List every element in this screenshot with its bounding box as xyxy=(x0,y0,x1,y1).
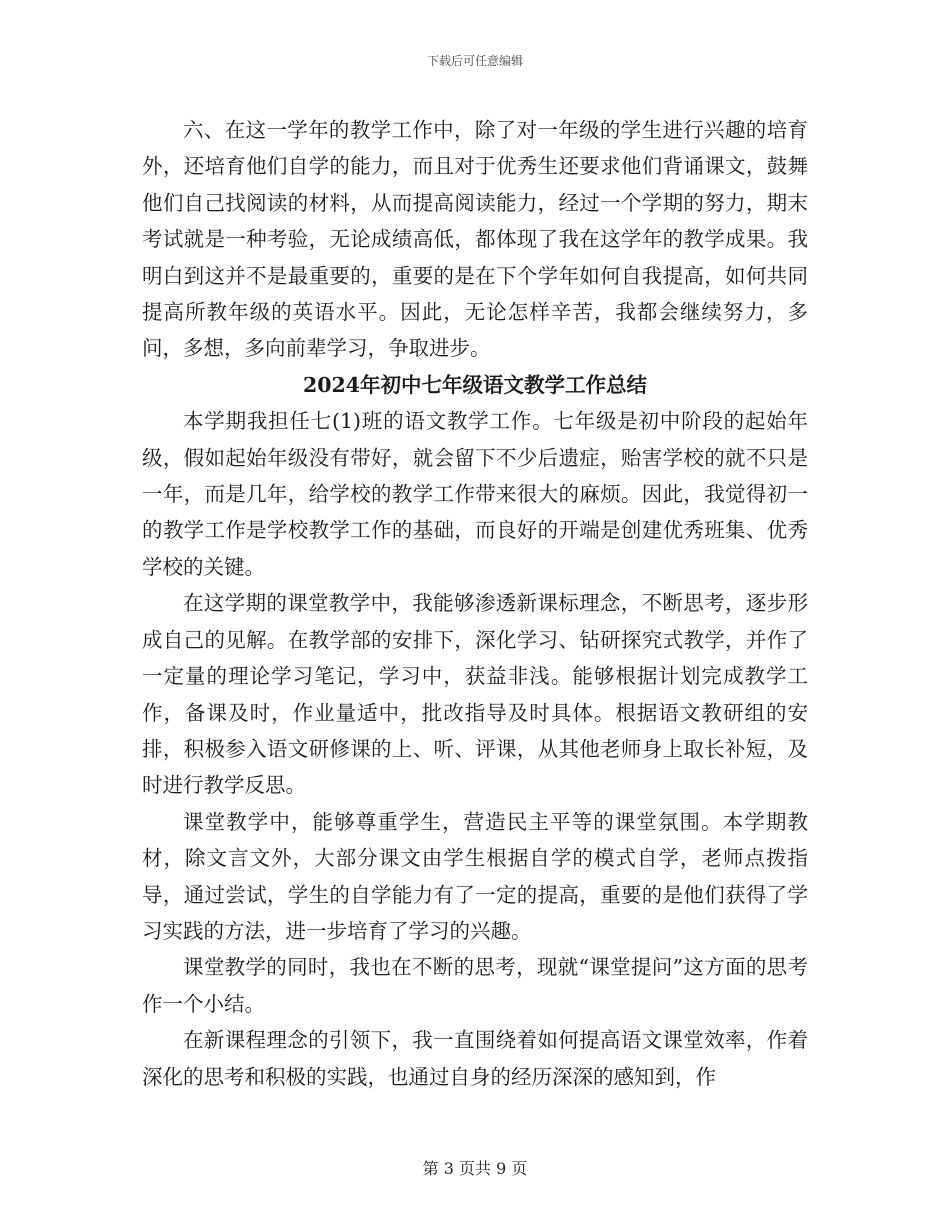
paragraph-4: 课堂教学的同时，我也在不断的思考，现就“课堂提问”这方面的思考作一个小结。 xyxy=(142,955,808,1016)
paragraph-1: 本学期我担任七(1)班的语文教学工作。七年级是初中阶段的起始年级，假如起始年级没有带好，就会留下不少后遗症，贻害学校的就不只是一年，而是几年，给学校的教学工作带来很大的麻烦。因此，我觉得初一的教学工作是学校教学工作的基础，而良好的开端是创建优秀班集、优秀学校的关键。 xyxy=(142,409,808,579)
document-body xyxy=(142,112,808,1095)
intro-paragraph: 六、在这一学年的教学工作中，除了对一年级的学生进行兴趣的培育外，还培育他们自学的能力，而且对于优秀生还要求他们背诵课文，鼓舞他们自己找阅读的材料，从而提高阅读能力，经过一个学期的努力，期末考试就是一种考验，无论成绩高低，都体现了我在这学年的教学成果。我明白到这并不是最重要的，重要的是在下个学年如何自我提高，如何共同提高所教年级的英语水平。因此，无论怎样辛苦，我都会继续努力，多问，多想，多向前辈学习，争取进步。 xyxy=(142,118,808,361)
page-header-note: 下载后可任意编辑 xyxy=(426,54,523,68)
paragraph-5: 在新课程理念的引领下，我一直围绕着如何提高语文课堂效率，作着深化的思考和积极的实践，也通过自身的经历深深的感知到，作 xyxy=(142,1028,808,1089)
paragraph-2: 在这学期的课堂教学中，我能够渗透新课标理念，不断思考，逐步形成自己的见解。在教学部的安排下，深化学习、钻研探究式教学，并作了一定量的理论学习笔记，学习中，获益非浅。能够根据计划完成教学工作，备课及时，作业量适中，批改指导及时具体。根据语文教研组的安排，积极参入语文研修课的上、听、评课，从其他老师身上取长补短，及时进行教学反思。 xyxy=(142,591,808,798)
paragraph-3: 课堂教学中，能够尊重学生，营造民主平等的课堂氛围。本学期教材，除文言文外，大部分课文由学生根据自学的模式自学，老师点拨指导，通过尝试，学生的自学能力有了一定的提高，重要的是他们获得了学习实践的方法，进一步培育了学习的兴趣。 xyxy=(142,809,808,943)
page-number: 第 3 页共 9 页 xyxy=(422,1159,528,1178)
document-title: 2024年初中七年级语文教学工作总结 xyxy=(302,372,648,397)
